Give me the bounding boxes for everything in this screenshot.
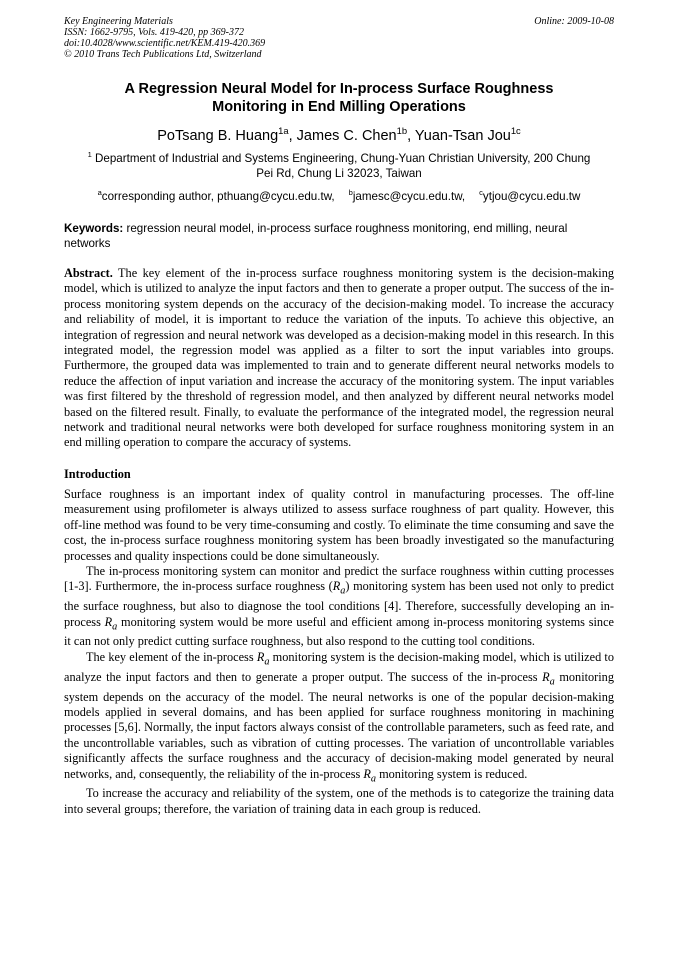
keywords — [64, 221, 614, 251]
author-3: , Yuan-Tsan Jou — [407, 128, 511, 144]
intro-paragraph-4: To increase the accuracy and reliability of the system, one of the methods is to categorize the training data into several groups; therefore, the variation of training data in each group is reduced. — [64, 786, 614, 816]
email-b-mark: b — [348, 188, 353, 198]
email-c: ytjou@cycu.edu.tw — [482, 190, 581, 203]
affiliation-line-1: Department of Industrial and Systems Engineering, Chung-Yuan Christian University, 200 Chung — [91, 152, 591, 165]
email-b: jamesc@cycu.edu.tw, — [352, 190, 466, 203]
email-list — [64, 189, 614, 204]
keywords-text: regression neural model, in-process surface roughness monitoring, end milling, neural networks — [64, 222, 568, 250]
author-3-mark: 1c — [510, 125, 521, 137]
paper-title — [64, 80, 614, 116]
title-line-2: Monitoring in End Milling Operations — [212, 99, 466, 115]
abstract-label: Abstract. — [64, 266, 113, 280]
email-a: corresponding author, pthuang@cycu.edu.tw, — [101, 190, 335, 203]
issn-line: ISSN: 1662-9795, Vols. 419-420, pp 369-372 — [64, 27, 244, 38]
author-list — [64, 127, 614, 145]
paper-page — [64, 16, 614, 817]
intro-paragraph-3: The key element of the in-process $R_a$ monitoring system is the decision-making model, which is utilized to analyze the input factors and then to generate a proper output. The success of the in-process $R_a$ monitoring system depends on the accuracy of the model. The neural networks is one of the popular decision-making models applied in several domains, and has been applied for surface roughness monitoring in machining processes [5,6]. Normally, the input factors always consist of the controllable parameters, such as feed rate, and the uncontrollable variables, such as vibration of cutting processes. The variation of uncontrollable variables significantly affects the surface roughness and the accuracy of decision-making model generated by neural networks, and, consequently, the reliability of the in-process $R_a$ monitoring system is reduced. — [64, 649, 615, 785]
introduction-heading: Introduction — [64, 466, 131, 481]
intro-paragraph-2: The in-process monitoring system can monitor and predict the surface roughness within cutting processes [1-3]. Furthermore, the in-process surface roughness $(R_a)$ monitoring system has been used not only to predict the surface roughness, but also to diagnose the tool conditions [4]. Therefore, successfully developing an in-process $R_a$ monitoring system would be more useful and efficient among in-process monitoring systems since it can not only predict cutting surface roughness, but also respond to the cutting tool conditions. — [64, 563, 615, 649]
keywords-label: Keywords: — [64, 222, 124, 235]
title-line-1: A Regression Neural Model for In-process Surface Roughness — [124, 81, 554, 97]
journal-header — [64, 16, 614, 60]
email-c-mark: c — [479, 188, 483, 198]
journal-name: Key Engineering Materials — [64, 16, 173, 27]
email-a-mark: a — [97, 188, 102, 198]
affiliation-line-2: Pei Rd, Chung Li 32023, Taiwan — [256, 167, 422, 180]
introduction-body — [64, 487, 614, 817]
author-2-mark: 1b — [396, 125, 408, 137]
abstract — [64, 266, 614, 451]
online-date: Online: 2009-10-08 — [534, 16, 614, 27]
affiliation — [64, 151, 614, 181]
author-2: , James C. Chen — [288, 128, 397, 144]
author-1: PoTsang B. Huang — [157, 128, 279, 144]
intro-paragraph-1: Surface roughness is an important index of quality control in manufacturing processes. The off-line measurement using profilometer is always utilized to assess surface roughness of part quality. However, this off-line method was found to be very time-consuming and costly. To eliminate the time consuming and save the cost, the in-process surface roughness monitoring system has been broadly investigated so the manufacturing processes and quality inspections could be done simultaneously. — [64, 486, 614, 563]
copyright-line: © 2010 Trans Tech Publications Ltd, Switzerland — [64, 49, 262, 60]
abstract-text: The key element of the in-process surface roughness monitoring system is the decision-making model, which is utilized to analyze the input factors and then to generate a proper output. The success of the in-process monitoring system depends on the accuracy of the decision-making model. To increase the accuracy and reliability of model, it is important to reduce the variation of the inputs. To achieve this objective, an integration of regression and neural network was developed as a decision-making model in this research. In this integrated model, the regression model was applied as a filter to sort the input variables into groups. Furthermore, the grouped data was implemented to train and to generate different neural networks models to reduce the affection of input variation and increase the accuracy of the monitoring system. The input variables was first filtered by the threshold of regression model, and then analyzed by different neural networks model based on the filtered result. Finally, to evaluate the performance of the integrated model, the regression neural network and traditional neural networks were both developed for surface roughness monitoring system in an end milling operation to compare the accuracy of systems. — [64, 266, 614, 450]
doi-line: doi:10.4028/www.scientific.net/KEM.419-420.369 — [64, 38, 266, 49]
affiliation-mark: 1 — [87, 150, 92, 160]
author-1-mark: 1a — [278, 125, 289, 137]
